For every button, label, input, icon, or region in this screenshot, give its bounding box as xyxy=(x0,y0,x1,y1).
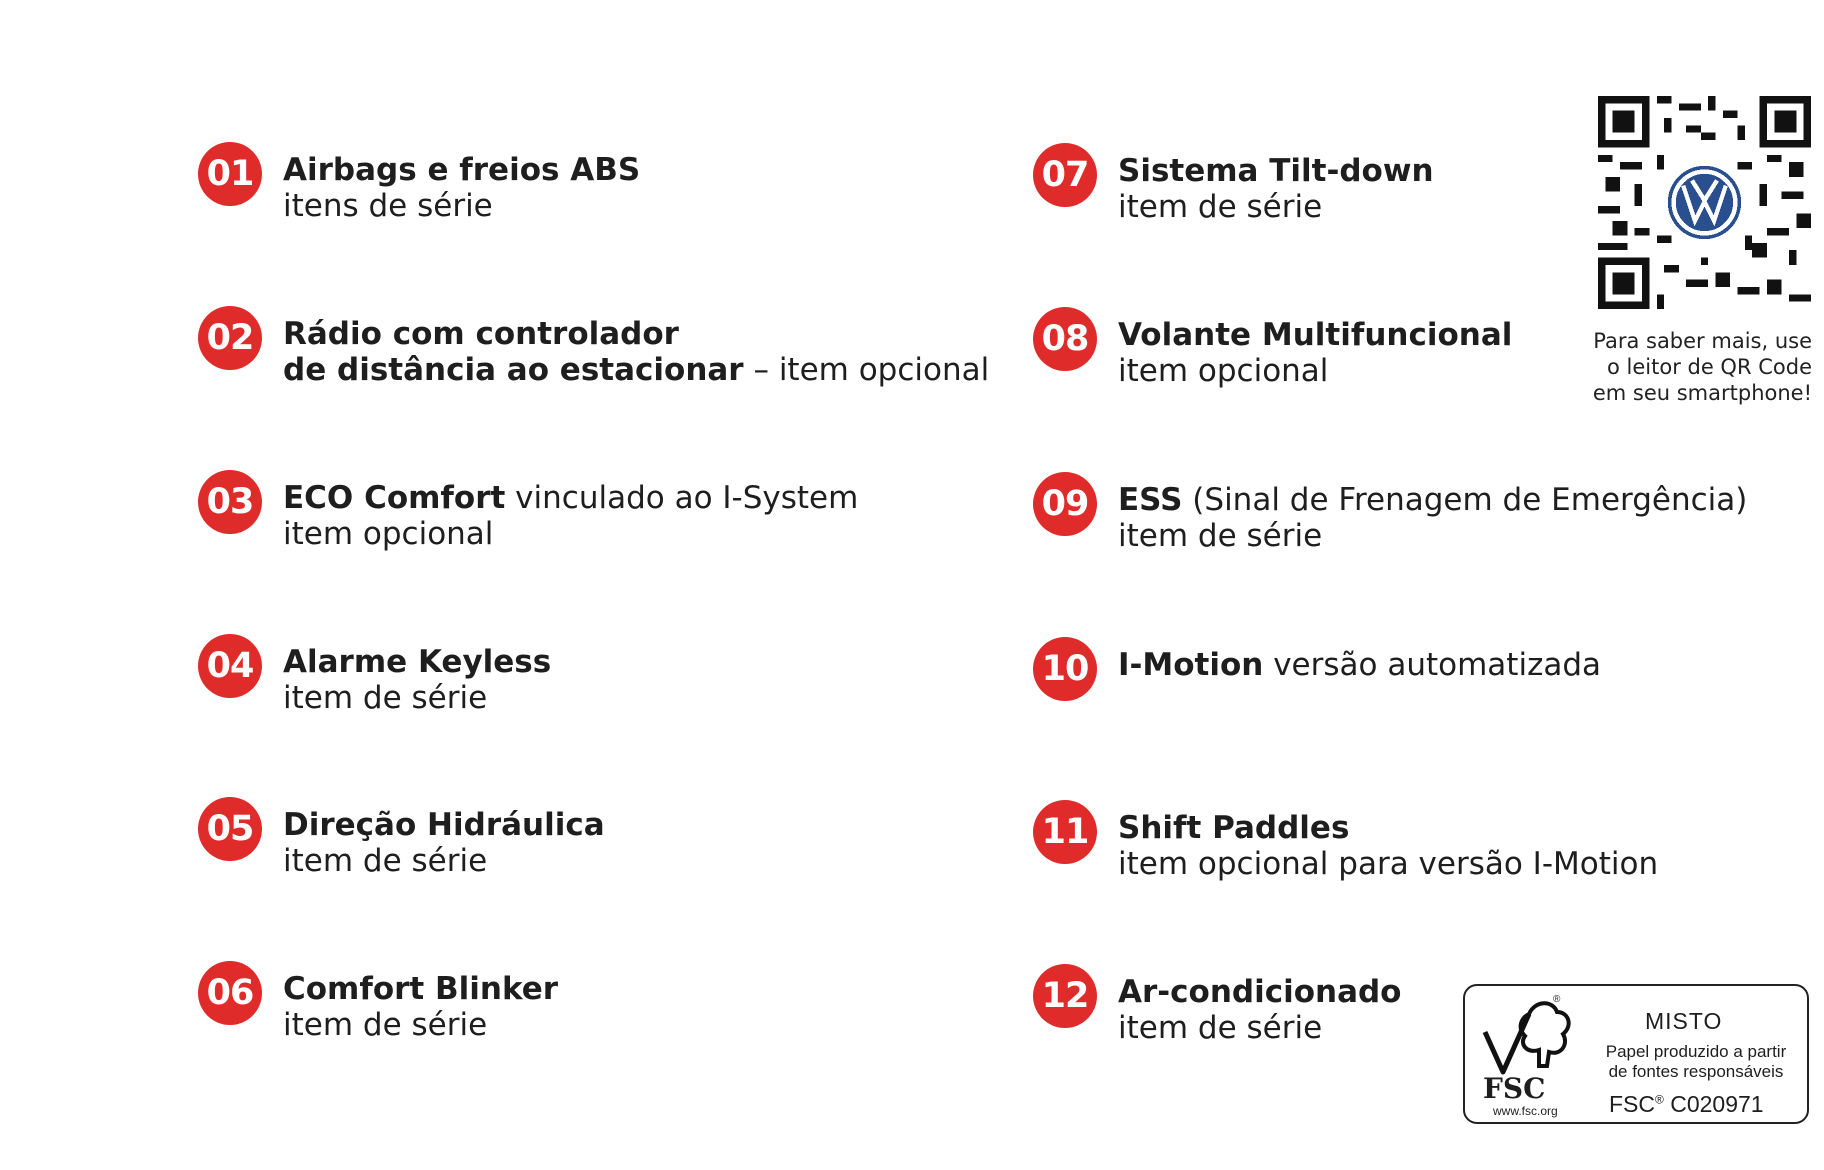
number-badge: 02 xyxy=(198,306,262,370)
number-badge: 09 xyxy=(1033,472,1097,536)
feature-title: Direção Hidráulica xyxy=(283,807,605,843)
fsc-code: FSC® C020971 xyxy=(1609,1091,1764,1117)
feature-title-line2: de distância ao estacionar xyxy=(283,352,744,388)
feature-title: Airbags e freios ABS xyxy=(283,152,641,188)
fsc-label: MISTO xyxy=(1645,1008,1723,1034)
number-badge: 01 xyxy=(198,142,262,206)
feature-subtitle: item de série xyxy=(283,843,488,879)
feature-title: Alarme Keyless xyxy=(283,644,552,680)
qr-caption: Para saber mais, use o leitor de QR Code em seu smartphone! xyxy=(1592,329,1812,405)
feature-title: Comfort Blinker xyxy=(283,971,559,1007)
number-badge: 07 xyxy=(1033,143,1097,207)
feature-subtitle: item de série xyxy=(283,1007,488,1043)
feature-subtitle: item de série xyxy=(283,680,488,716)
number-badge: 04 xyxy=(198,634,262,698)
feature-subtitle: itens de série xyxy=(283,188,493,224)
number-badge: 10 xyxy=(1033,637,1097,701)
feature-title: ESS xyxy=(1118,482,1183,518)
qr-code[interactable] xyxy=(1598,96,1811,309)
fsc-wordmark: FSC xyxy=(1483,1072,1546,1105)
fsc-certification-box: ® FSC www.fsc.org MISTO Papel produzido a partir de fontes responsáveis FSC® C020971 xyxy=(1463,984,1809,1124)
feature-title: ECO Comfort xyxy=(283,480,506,516)
number-badge: 06 xyxy=(198,961,262,1025)
feature-title: Shift Paddles xyxy=(1118,810,1350,846)
number-badge: 08 xyxy=(1033,307,1097,371)
feature-note: – item opcional xyxy=(743,352,990,388)
number-badge: 12 xyxy=(1033,964,1097,1028)
feature-title: Sistema Tilt-down xyxy=(1118,153,1434,189)
feature-title: Ar-condicionado xyxy=(1118,974,1402,1010)
feature-note: vinculado ao I-System xyxy=(505,480,859,516)
number-badge: 03 xyxy=(198,470,262,534)
feature-subtitle: item opcional xyxy=(1118,353,1329,389)
number-badge: 05 xyxy=(198,797,262,861)
feature-subtitle: item opcional para versão I-Motion xyxy=(1118,846,1659,882)
feature-subtitle: item opcional xyxy=(283,516,494,552)
feature-note: versão automatizada xyxy=(1263,647,1602,683)
feature-subtitle: item de série xyxy=(1118,518,1323,554)
number-badge: 11 xyxy=(1033,800,1097,864)
fsc-description: Papel produzido a partir de fontes responsáveis xyxy=(1605,1042,1787,1081)
feature-subtitle: item de série xyxy=(1118,1010,1323,1046)
feature-title: Volante Multifuncional xyxy=(1118,317,1513,353)
feature-title: Rádio com controlador xyxy=(283,316,679,352)
feature-subtitle: item de série xyxy=(1118,189,1323,225)
feature-note: (Sinal de Frenagem de Emergência) xyxy=(1182,482,1748,518)
fsc-url: www.fsc.org xyxy=(1493,1104,1558,1118)
feature-title: I-Motion xyxy=(1118,647,1264,683)
